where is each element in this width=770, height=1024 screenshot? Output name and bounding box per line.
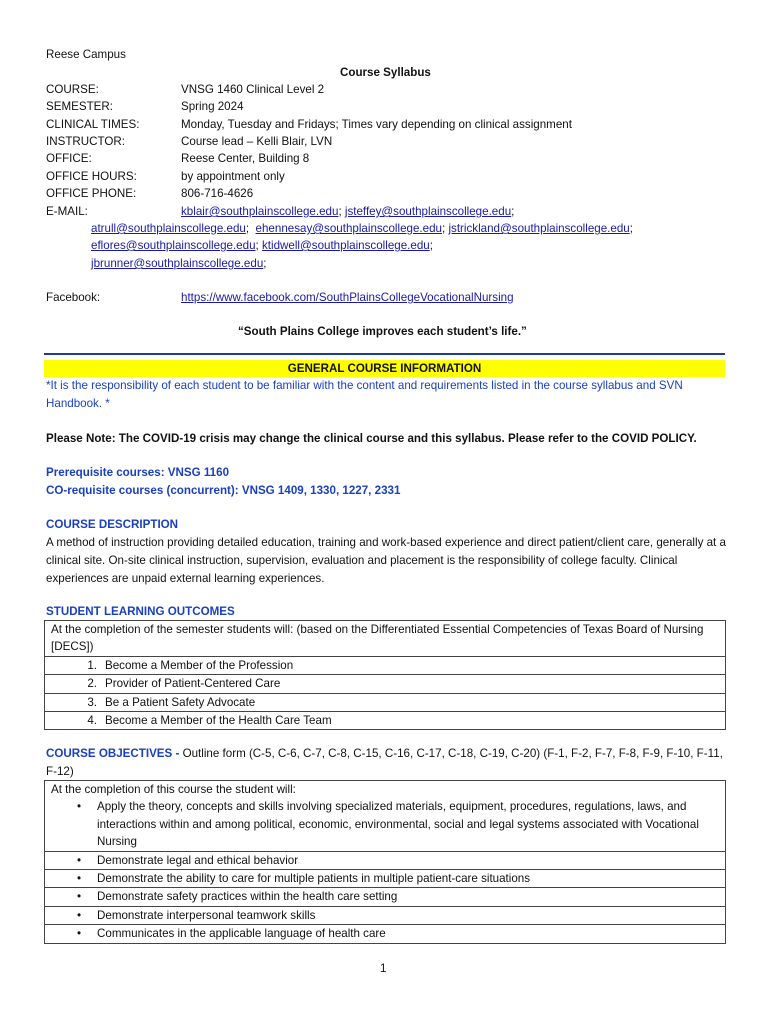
general-info-banner bbox=[44, 360, 725, 377]
outcome-item: 2. Provider of Patient-Centered Care bbox=[45, 675, 726, 693]
campus-name: Reese Campus bbox=[46, 48, 126, 61]
clinical-times-value: Monday, Tuesday and Fridays; Times vary depending on clinical assignment bbox=[181, 118, 572, 131]
office-phone-value: 806-716-4626 bbox=[181, 187, 254, 200]
course-objectives-heading: COURSE OBJECTIVES - bbox=[46, 747, 180, 760]
table-row bbox=[45, 888, 726, 906]
objective-item: • Demonstrate safety practices within the health care setting bbox=[77, 890, 398, 904]
email-link[interactable]: ktidwell@southplainscollege.edu bbox=[261, 239, 430, 252]
semester-value: Spring 2024 bbox=[181, 100, 244, 113]
table-row bbox=[45, 675, 726, 693]
email-line-4: jbrunner@southplainscollege.edu; bbox=[91, 257, 267, 270]
table-row bbox=[45, 781, 726, 852]
course-value: VNSG 1460 Clinical Level 2 bbox=[181, 83, 325, 96]
objective-item: • Apply the theory, concepts and skills involving specialized materials, equipment, procedures, regulations, laws, and interactions within and among political, economic, environmental, social and legal systems associated with Vocational Nursing bbox=[77, 800, 699, 849]
email-link[interactable]: ehennesay@southplainscollege.edu bbox=[255, 222, 442, 235]
outcome-item: 4. Become a Member of the Health Care Team bbox=[45, 712, 726, 730]
email-link[interactable]: jsteffey@southplainscollege.edu bbox=[344, 205, 512, 218]
table-row bbox=[45, 851, 726, 869]
learning-outcomes-heading: STUDENT LEARNING OUTCOMES bbox=[46, 605, 235, 618]
email-line-2: atrull@southplainscollege.edu; ehennesay@southplainscollege.edu; jstrickland@southplainscollege.edu; bbox=[91, 222, 633, 235]
table-row bbox=[45, 925, 726, 943]
table-row bbox=[45, 906, 726, 924]
college-motto: “South Plains College improves each student’s life.” bbox=[238, 325, 527, 338]
office-value: Reese Center, Building 8 bbox=[181, 152, 310, 165]
course-objectives-intro bbox=[46, 745, 726, 781]
page-title: Course Syllabus bbox=[340, 66, 431, 79]
email-link[interactable]: jbrunner@southplainscollege.edu bbox=[91, 257, 264, 270]
office-hours-label: OFFICE HOURS: bbox=[46, 170, 137, 183]
corequisite-courses: CO-requisite courses (concurrent): VNSG 1409, 1330, 1227, 2331 bbox=[46, 484, 401, 497]
objective-item: • Demonstrate the ability to care for multiple patients in multiple patient-care situations bbox=[77, 872, 531, 886]
email-label: E-MAIL: bbox=[46, 205, 88, 218]
course-objectives-outline: Outline form (C-5, C-6, C-7, C-8, C-15, C-16, C-17, C-18, C-19, C-20) (F-1, F-2, F-7, F-8, F-9, F-10, F-11, F-12) bbox=[46, 747, 723, 778]
office-label: OFFICE: bbox=[46, 152, 92, 165]
page-number: 1 bbox=[380, 962, 387, 975]
email-link[interactable]: atrull@southplainscollege.edu bbox=[91, 222, 246, 235]
email-link[interactable]: jstrickland@southplainscollege.edu bbox=[448, 222, 630, 235]
email-link[interactable]: kblair@southplainscollege.edu bbox=[181, 205, 339, 218]
course-objectives-table bbox=[44, 780, 726, 944]
outcome-item: 3. Be a Patient Safety Advocate bbox=[45, 693, 726, 711]
outcome-item: 1. Become a Member of the Profession bbox=[45, 656, 726, 674]
instructor-value: Course lead – Kelli Blair, LVN bbox=[181, 135, 333, 148]
table-row bbox=[45, 712, 726, 730]
clinical-times-label: CLINICAL TIMES: bbox=[46, 118, 140, 131]
table-row bbox=[45, 870, 726, 888]
objectives-lead: At the completion of this course the student will: bbox=[51, 783, 296, 796]
course-label: COURSE: bbox=[46, 83, 99, 96]
objective-item: • Demonstrate legal and ethical behavior bbox=[77, 853, 299, 867]
objective-item: • Demonstrate interpersonal teamwork skills bbox=[77, 908, 316, 922]
responsibility-note: *It is the responsibility of each student to be familiar with the content and requirements listed in the course syllabus and SVN Handbook. * bbox=[46, 379, 683, 410]
email-line-1: kblair@southplainscollege.edu; jsteffey@southplainscollege.edu; bbox=[181, 205, 515, 218]
office-hours-value: by appointment only bbox=[181, 170, 285, 183]
instructor-label: INSTRUCTOR: bbox=[46, 135, 126, 148]
course-description-heading: COURSE DESCRIPTION bbox=[46, 518, 179, 531]
office-phone-label: OFFICE PHONE: bbox=[46, 187, 137, 200]
email-line-3: eflores@southplainscollege.edu; ktidwell@southplainscollege.edu; bbox=[91, 239, 433, 252]
learning-outcomes-table bbox=[44, 620, 726, 730]
email-link[interactable]: eflores@southplainscollege.edu bbox=[91, 239, 256, 252]
table-row bbox=[45, 621, 726, 657]
table-row bbox=[45, 656, 726, 674]
general-info-heading: GENERAL COURSE INFORMATION bbox=[287, 362, 482, 375]
divider bbox=[44, 353, 725, 355]
facebook-label: Facebook: bbox=[46, 291, 101, 304]
covid-note: Please Note: The COVID-19 crisis may change the clinical course and this syllabus. Please refer to the COVID POLICY. bbox=[46, 432, 697, 445]
course-description: A method of instruction providing detailed education, training and work-based experience and direct patient/client care, generally at a clinical site. On-site clinical instruction, supervision, evaluation and placement is the responsibility of college faculty. Clinical experiences are unpaid external learning experiences. bbox=[46, 536, 726, 585]
objective-item: • Communicates in the applicable language of health care bbox=[77, 927, 386, 941]
facebook-link[interactable]: https://www.facebook.com/SouthPlainsCollegeVocationalNursing bbox=[181, 291, 514, 304]
table-row bbox=[45, 693, 726, 711]
semester-label: SEMESTER: bbox=[46, 100, 113, 113]
prerequisite-courses: Prerequisite courses: VNSG 1160 bbox=[46, 466, 230, 479]
outcomes-intro: At the completion of the semester students will: (based on the Differentiated Essential Competencies of Texas Board of Nursing [DECS]) bbox=[45, 621, 726, 657]
